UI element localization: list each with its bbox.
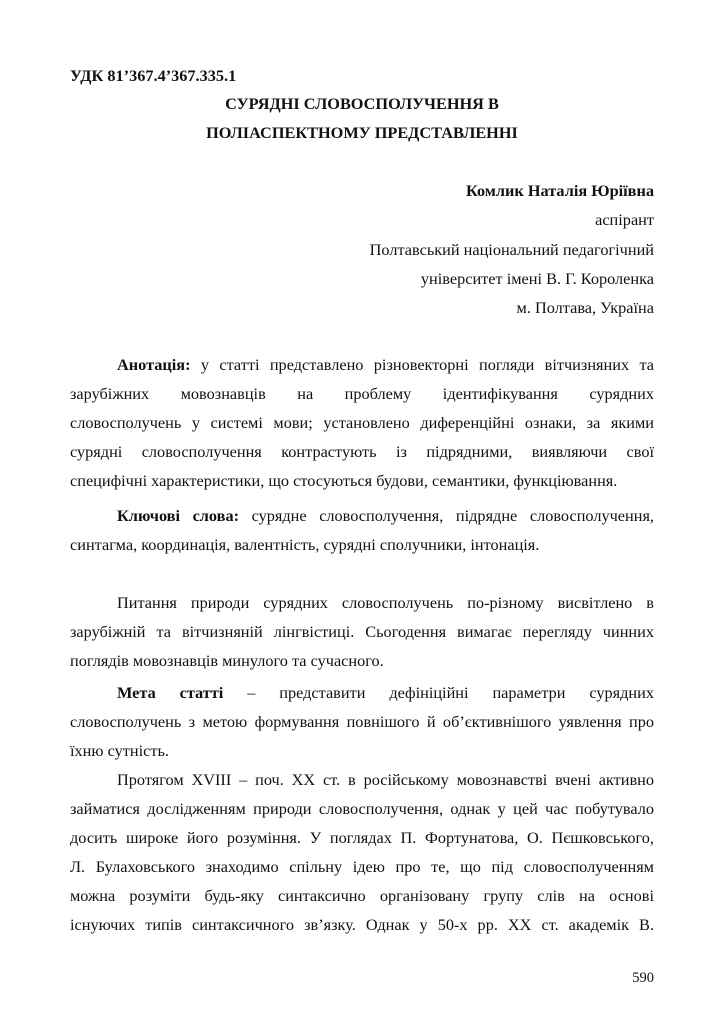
keywords-line-1 (117, 506, 654, 526)
keywords-label: Ключові слова: (117, 506, 240, 525)
author-position: аспірант (595, 210, 654, 229)
abstract-line-1-text: у статті представлено різновекторні погляди вітчизняних та (190, 355, 654, 374)
body-p1-line-2: зарубіжній та вітчизняній лінгвістиці. Сьогодення вимагає перегляду чинних (70, 622, 654, 641)
author-affiliation-2: університет імені В. Г. Короленка (420, 269, 654, 288)
body-p3-line-4: Л. Булаховського знаходимо спільну ідею про те, що під словосполученням (70, 857, 654, 876)
title-line-1: СУРЯДНІ СЛОВОСПОЛУЧЕННЯ В (225, 94, 499, 113)
abstract-line-5: специфічні характеристики, що стосуються будови, семантики, функціювання. (70, 471, 618, 490)
author-location: м. Полтава, Україна (516, 298, 654, 317)
aim-label: Мета статті (117, 683, 224, 702)
abstract-line-2: зарубіжних мовознавців на проблему ідентифікування сурядних (70, 384, 654, 403)
body-p2-line-1-text: – представити дефініційні параметри сурядних (223, 683, 654, 702)
author-name: Комлик Наталія Юріївна (465, 181, 654, 200)
keywords-line-2: синтагма, координація, валентність, сурядні сполучники, інтонація. (70, 535, 540, 554)
body-p2-line-3: їхню сутність. (70, 741, 169, 760)
body-p3-line-1: Протягом XVIII – поч. XX ст. в російському мовознавстві вчені активно (117, 770, 654, 789)
abstract-line-4: сурядні словосполучення контрастують із підрядними, виявляючи свої (70, 442, 654, 461)
body-p3-line-3: досить широке його розуміння. У поглядах П. Фортунатова, О. Пєшковського, (70, 828, 654, 847)
body-p1-line-1: Питання природи сурядних словосполучень по-різному висвітлено в (117, 593, 654, 612)
title-line-2: ПОЛІАСПЕКТНОМУ ПРЕДСТАВЛЕННІ (206, 123, 518, 142)
page-number: 590 (632, 970, 654, 986)
abstract-label: Анотація: (117, 355, 191, 374)
body-p1-line-3: поглядів мовознавців минулого та сучасного. (70, 651, 384, 670)
body-p2-line-2: словосполучень з метою формування повнішого й об’єктивнішого уявлення про (70, 712, 654, 731)
keywords-line-1-text: сурядне словосполучення, підрядне словосполучення, (239, 506, 655, 525)
body-p3-line-5: можна розуміти будь-яку синтаксично організовану групу слів на основі (70, 886, 654, 905)
body-p3-line-6: існуючих типів синтаксичного зв’язку. Однак у 50-х рр. XX ст. академік В. (70, 915, 654, 934)
abstract-line-1 (117, 355, 654, 375)
abstract-line-3: словосполучень у системі мови; установлено диференційні ознаки, за якими (70, 413, 654, 432)
udc-code: УДК 81’367.4’367.335.1 (70, 66, 237, 85)
body-p3-line-2: займатися дослідженням природи словосполучення, однак у цей час побутувало (70, 799, 654, 818)
author-affiliation-1: Полтавський національний педагогічний (369, 240, 654, 259)
body-p2-line-1 (117, 683, 654, 703)
